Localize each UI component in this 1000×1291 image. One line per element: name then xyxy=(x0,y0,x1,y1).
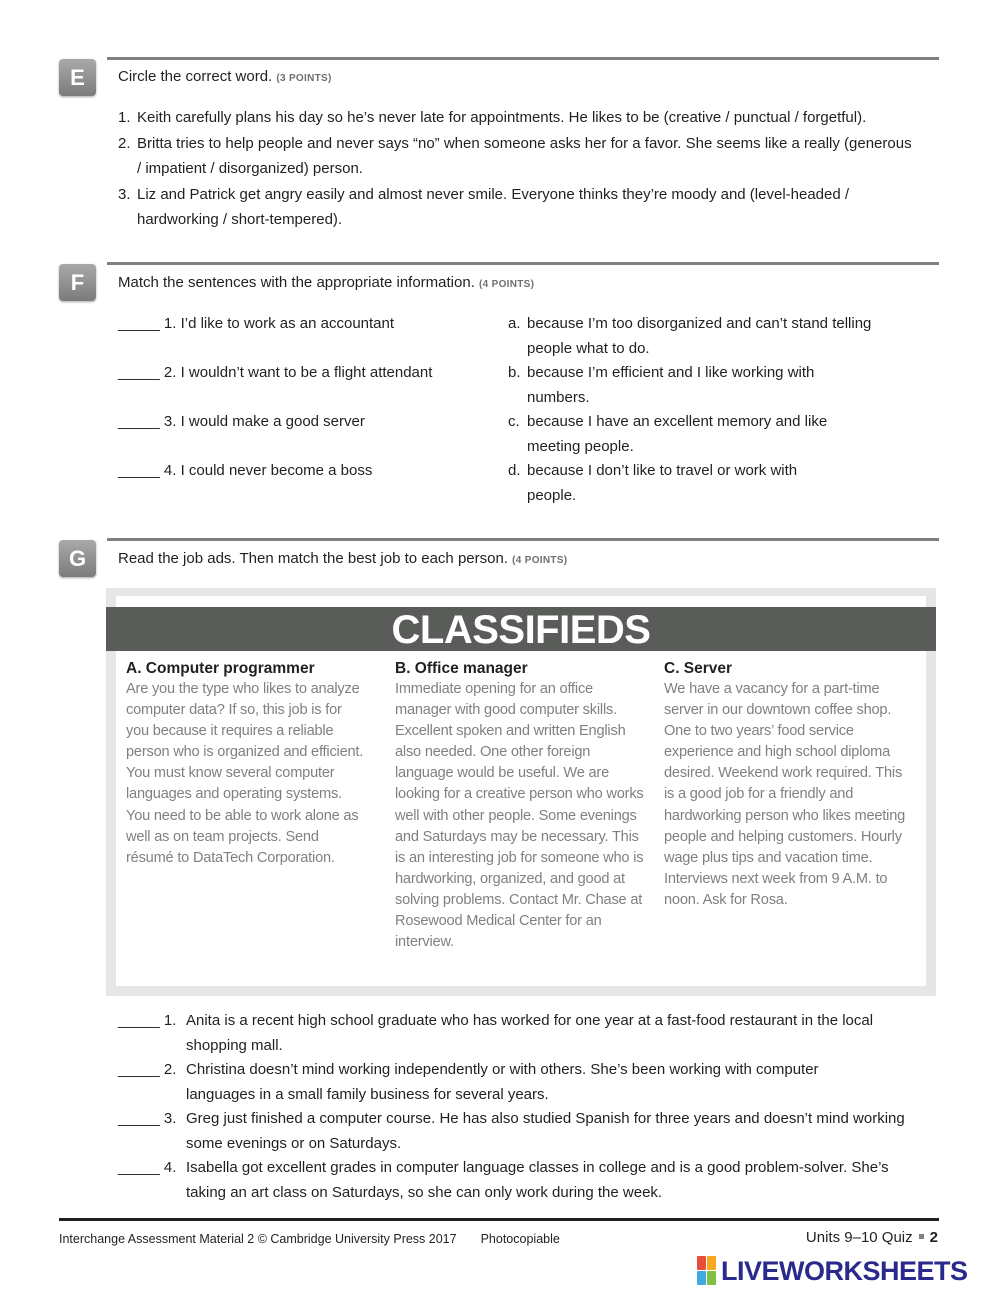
match-left-1 xyxy=(118,312,394,337)
option-letter: b. xyxy=(508,364,521,381)
option-letter: c. xyxy=(508,413,520,430)
section-e-rule xyxy=(107,57,939,60)
section-g-points: (4 POINTS) xyxy=(512,555,568,566)
section-f-rule xyxy=(107,262,939,265)
answer-blank[interactable]: _____ 1. xyxy=(118,1012,177,1029)
item-number: 2. xyxy=(163,364,177,381)
item-number: 1. xyxy=(163,315,177,332)
square-bullet-icon xyxy=(919,1234,924,1239)
match-left-3 xyxy=(118,410,365,435)
answer-blank[interactable]: _____ 3. xyxy=(118,1110,177,1127)
footer-copyright xyxy=(59,1232,560,1246)
section-e-points: (3 POINTS) xyxy=(276,73,332,84)
section-g-badge: G xyxy=(59,540,96,577)
ad-text: Immediate opening for an office manager with good computer skills. Excellent spoken and written English also needed. One other foreign language would be useful. We are looking for a creative person who works well with other people. Some evenings and Saturdays may be necessary. This is an interesting job for someone who is hardworking, organized, and good at solving problems. Contact Mr. Chase at Rosewood Medical Center for an interview. xyxy=(395,681,644,951)
answer-blank[interactable]: _____ xyxy=(118,364,160,381)
ad-title: C. Server xyxy=(664,660,733,677)
copyright-text: Interchange Assessment Material 2 © Cambridge University Press 2017 xyxy=(59,1232,457,1246)
answer-blank[interactable]: _____ xyxy=(118,315,160,332)
section-e-instruction xyxy=(118,68,332,85)
section-g-rule xyxy=(107,538,939,541)
section-g-instruction xyxy=(118,550,567,567)
section-f-instruction-text: Match the sentences with the appropriate information. xyxy=(118,274,475,291)
option-letter: d. xyxy=(508,462,521,479)
person-text: Anita is a recent high school graduate who has worked for one year at a fast-food restaurant in the local shopping mall. xyxy=(186,1012,874,1054)
item-number: 2. xyxy=(118,135,131,152)
item-text: I could never become a boss xyxy=(180,462,373,479)
option-letter: a. xyxy=(508,315,521,332)
liveworksheets-blocks-icon xyxy=(697,1256,717,1286)
answer-blank[interactable]: _____ 2. xyxy=(118,1061,177,1078)
liveworksheets-logo[interactable] xyxy=(697,1254,968,1288)
section-e-instruction-text: Circle the correct word. xyxy=(118,68,273,85)
item-text[interactable]: Britta tries to help people and never says “no” when someone asks her for a favor. She seems like a really (generous / impatient / disorganized) person. xyxy=(137,135,912,177)
section-f-points: (4 POINTS) xyxy=(479,279,535,290)
answer-blank[interactable]: _____ xyxy=(118,413,160,430)
item-text: I’d like to work as an accountant xyxy=(180,315,395,332)
section-f-instruction xyxy=(118,274,534,291)
person-text: Christina doesn’t mind working independently or with others. She’s been working with computer languages in a small family business for several years. xyxy=(186,1061,819,1103)
page-number: 2 xyxy=(929,1229,938,1246)
option-text: because I’m too disorganized and can’t stand telling people what to do. xyxy=(527,315,872,357)
section-f-badge: F xyxy=(59,264,96,301)
footer-rule xyxy=(59,1218,939,1221)
section-e-badge: E xyxy=(59,59,96,96)
item-text: I wouldn’t want to be a flight attendant xyxy=(180,364,433,381)
item-text[interactable]: Liz and Patrick get angry easily and almost never smile. Everyone thinks they’re moody and (level-headed / hardworking / short-tempered). xyxy=(137,186,850,228)
item-number: 3. xyxy=(163,413,177,430)
ad-office-manager xyxy=(395,659,645,953)
section-g-instruction-text: Read the job ads. Then match the best job to each person. xyxy=(118,550,508,567)
ad-text: Are you the type who likes to analyze computer data? If so, this job is for you because it requires a reliable person who is organized and efficient. You must know several computer languages and operating systems. You need to be able to work alone as well as on team projects. Send résumé to DataTech Corporation. xyxy=(126,681,364,866)
person-text: Isabella got excellent grades in computer language classes in college and is a good problem-solver. She’s taking an art class on Saturdays, so she can only work during the week. xyxy=(186,1159,889,1201)
match-left-2 xyxy=(118,361,432,386)
item-number: 3. xyxy=(118,186,131,203)
footer-quiz-label xyxy=(806,1229,938,1246)
ad-title: B. Office manager xyxy=(395,660,528,677)
photocopiable-text: Photocopiable xyxy=(480,1232,560,1246)
ad-computer-programmer xyxy=(126,659,376,869)
item-number: 4. xyxy=(163,462,177,479)
classifieds-title: CLASSIFIEDS xyxy=(106,607,936,651)
answer-blank[interactable]: _____ 4. xyxy=(118,1159,177,1176)
item-text[interactable]: Keith carefully plans his day so he’s never late for appointments. He likes to be (creative / punctual / forgetful). xyxy=(137,109,867,126)
ad-text: We have a vacancy for a part-time server in our downtown coffee shop. One to two years’ food service experience and high school diploma desired. Weekend work required. This is a good job for a friendly and hardworking person who likes meeting people and helping customers. Hourly wage plus tips and vacation time. Interviews next week from 9 A.M. to noon. Ask for Rosa. xyxy=(664,681,906,908)
ad-server xyxy=(664,659,914,911)
option-text: because I’m efficient and I like working with numbers. xyxy=(527,364,815,406)
item-text: I would make a good server xyxy=(180,413,365,430)
quiz-title: Units 9–10 Quiz xyxy=(805,1229,913,1246)
brand-text: LIVEWORKSHEETS xyxy=(721,1255,968,1286)
item-number: 1. xyxy=(118,109,131,126)
answer-blank[interactable]: _____ xyxy=(118,462,160,479)
option-text: because I have an excellent memory and like meeting people. xyxy=(527,413,828,455)
person-text: Greg just finished a computer course. He has also studied Spanish for three years and doesn’t mind working some evenings or on Saturdays. xyxy=(186,1110,905,1152)
match-left-4 xyxy=(118,459,372,484)
option-text: because I don’t like to travel or work with people. xyxy=(527,462,798,504)
ad-title: A. Computer programmer xyxy=(126,660,315,677)
